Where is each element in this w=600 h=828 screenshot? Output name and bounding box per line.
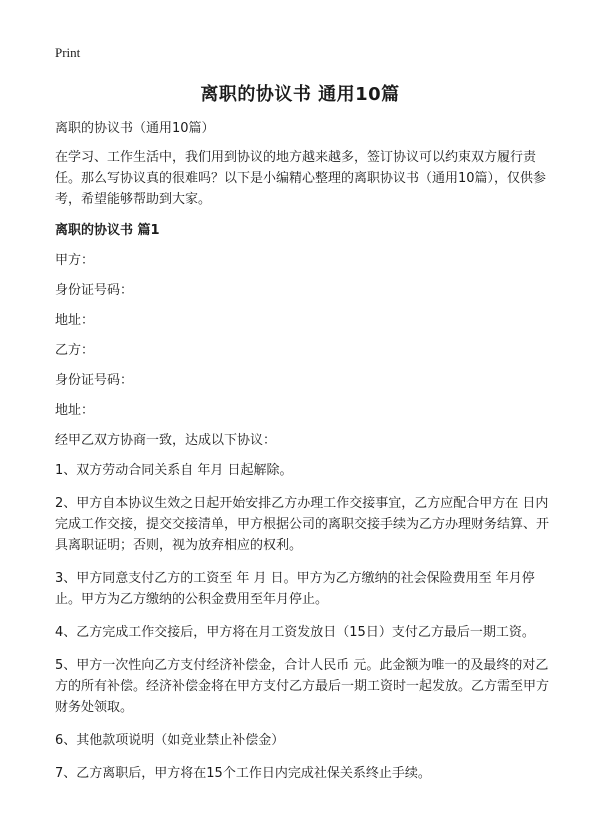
document-subtitle: 离职的协议书（通用10篇） xyxy=(55,121,215,136)
party-b-id-field: 身份证号码： xyxy=(55,373,134,388)
party-a-address-field: 地址： xyxy=(55,313,95,328)
document-body xyxy=(55,118,555,796)
party-b-address-field: 地址： xyxy=(55,403,95,418)
clause-2: 2、甲方自本协议生效之日起开始安排乙方办理工作交接事宜，乙方应配合甲方在 日内完成工作交接，提交交接清单，甲方根据公司的离职交接手续为乙方办理财务结算、开具离职证明；否则，视为放弃相应的权利。 xyxy=(55,496,550,553)
clause-7: 7、乙方离职后，甲方将在15个工作日内完成社保关系终止手续。 xyxy=(55,766,431,781)
clause-4: 4、乙方完成工作交接后，甲方将在月工资发放日（15日）支付乙方最后一期工资。 xyxy=(55,625,535,640)
clause-3: 3、甲方同意支付乙方的工资至 年 月 日。甲方为乙方缴纳的社会保险费用至 年月停止。甲方为乙方缴纳的公积金费用至年月停止。 xyxy=(55,571,535,607)
party-a-id-field: 身份证号码： xyxy=(55,283,134,298)
party-a-field: 甲方： xyxy=(55,253,95,268)
preamble: 经甲乙双方协商一致，达成以下协议： xyxy=(55,433,277,448)
clause-1: 1、双方劳动合同关系自 年月 日起解除。 xyxy=(55,463,293,478)
intro-paragraph: 在学习、工作生活中，我们用到协议的地方越来越多，签订协议可以约束双方履行责任。那么写协议真的很难吗？以下是小编精心整理的离职协议书（通用10篇），仅供参考，希望能够帮助到大家。 xyxy=(55,150,547,207)
section-heading: 离职的协议书 篇1 xyxy=(55,223,160,238)
document-title: 离职的协议书 通用10篇 xyxy=(200,84,400,105)
print-link[interactable]: Print xyxy=(55,45,81,60)
clause-6: 6、其他款项说明（如竞业禁止补偿金） xyxy=(55,733,285,748)
clause-5: 5、甲方一次性向乙方支付经济补偿金，合计人民币 元。此金额为唯一的及最终的对乙方的所有补偿。经济补偿金将在甲方支付乙方最后一期工资时一起发放。乙方需至甲方财务处领取。 xyxy=(55,658,550,715)
party-b-field: 乙方： xyxy=(55,343,95,358)
